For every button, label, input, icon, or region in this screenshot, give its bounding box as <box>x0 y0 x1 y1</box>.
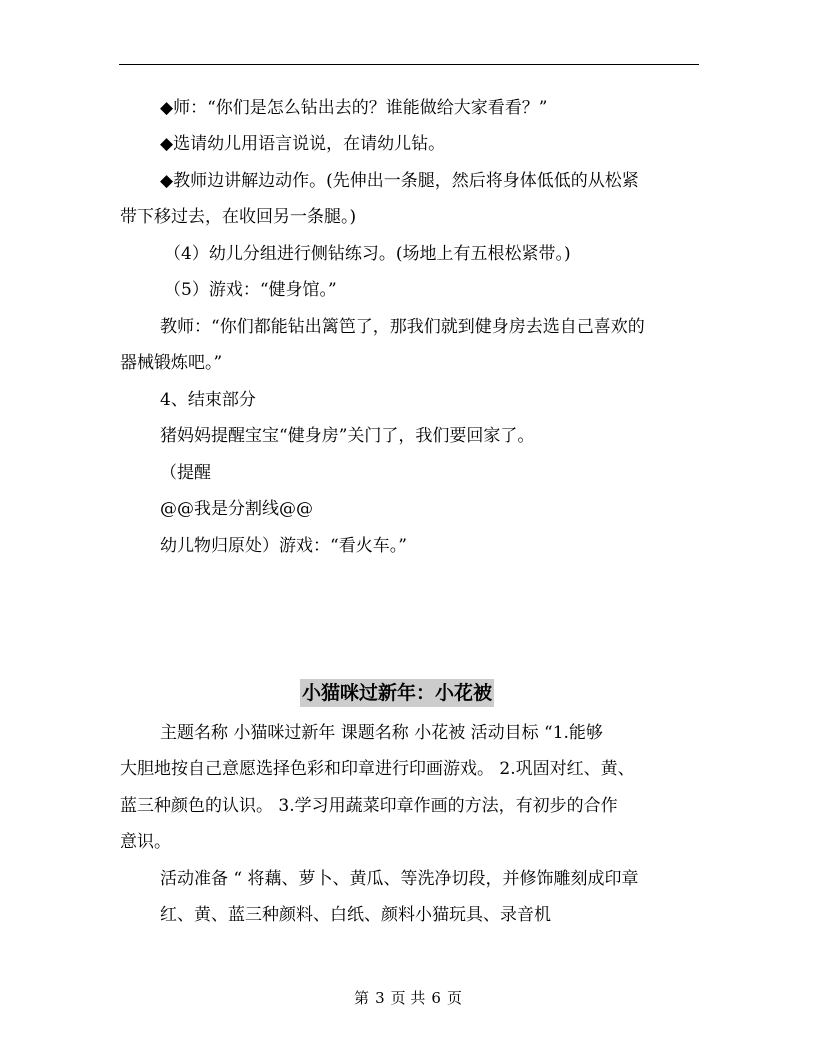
footer-prefix: 第 <box>354 989 370 1007</box>
text-line: 意识。 <box>120 832 171 852</box>
footer-middle: 页 共 <box>390 989 426 1007</box>
text-line: ◆师：“你们是怎么钻出去的？谁能做给大家看看？” <box>160 98 548 118</box>
text-line: 教师：“你们都能钻出篱笆了，那我们就到健身房去选自己喜欢的 <box>160 317 645 337</box>
header-rule <box>119 64 699 65</box>
text-line: 活动准备 “ 将藕、萝卜、黄瓜、等洗净切段，并修饰雕刻成印章 <box>160 869 639 889</box>
text-line: 4、结束部分 <box>160 390 256 410</box>
text-line: 带下移过去，在收回另一条腿。) <box>120 207 357 227</box>
footer-suffix: 页 <box>446 989 462 1007</box>
current-page-number: 3 <box>375 989 385 1007</box>
page-footer <box>0 988 816 1008</box>
text-line: 猪妈妈提醒宝宝“健身房”关门了，我们要回家了。 <box>160 426 535 446</box>
section-title: 小猫咪过新年：小花被 <box>300 679 494 707</box>
text-line: （提醒 <box>160 463 211 483</box>
text-line: 红、黄、蓝三种颜料、白纸、颜料小猫玩具、录音机 <box>160 905 551 925</box>
text-line: 主题名称 小猫咪过新年 课题名称 小花被 活动目标 “1.能够 <box>160 723 603 743</box>
text-line: ◆教师边讲解边动作。(先伸出一条腿，然后将身体低低的从松紧 <box>160 171 639 191</box>
text-line: 幼儿物归原处）游戏：“看火车。” <box>160 536 407 556</box>
text-line: 器械锻炼吧。” <box>120 353 223 373</box>
text-line: （4）幼儿分组进行侧钻练习。(场地上有五根松紧带。) <box>164 244 571 264</box>
text-line: 大胆地按自己意愿选择色彩和印章进行印画游戏。 2.巩固对红、黄、 <box>120 759 635 779</box>
text-line: ◆选请幼儿用语言说说，在请幼儿钻。 <box>160 134 446 154</box>
separator-text: @@我是分割线@@ <box>160 499 313 519</box>
text-line: （5）游戏：“健身馆。” <box>164 280 337 300</box>
text-line: 蓝三种颜色的认识。 3.学习用蔬菜印章作画的方法，有初步的合作 <box>120 796 618 816</box>
total-page-number: 6 <box>431 989 441 1007</box>
